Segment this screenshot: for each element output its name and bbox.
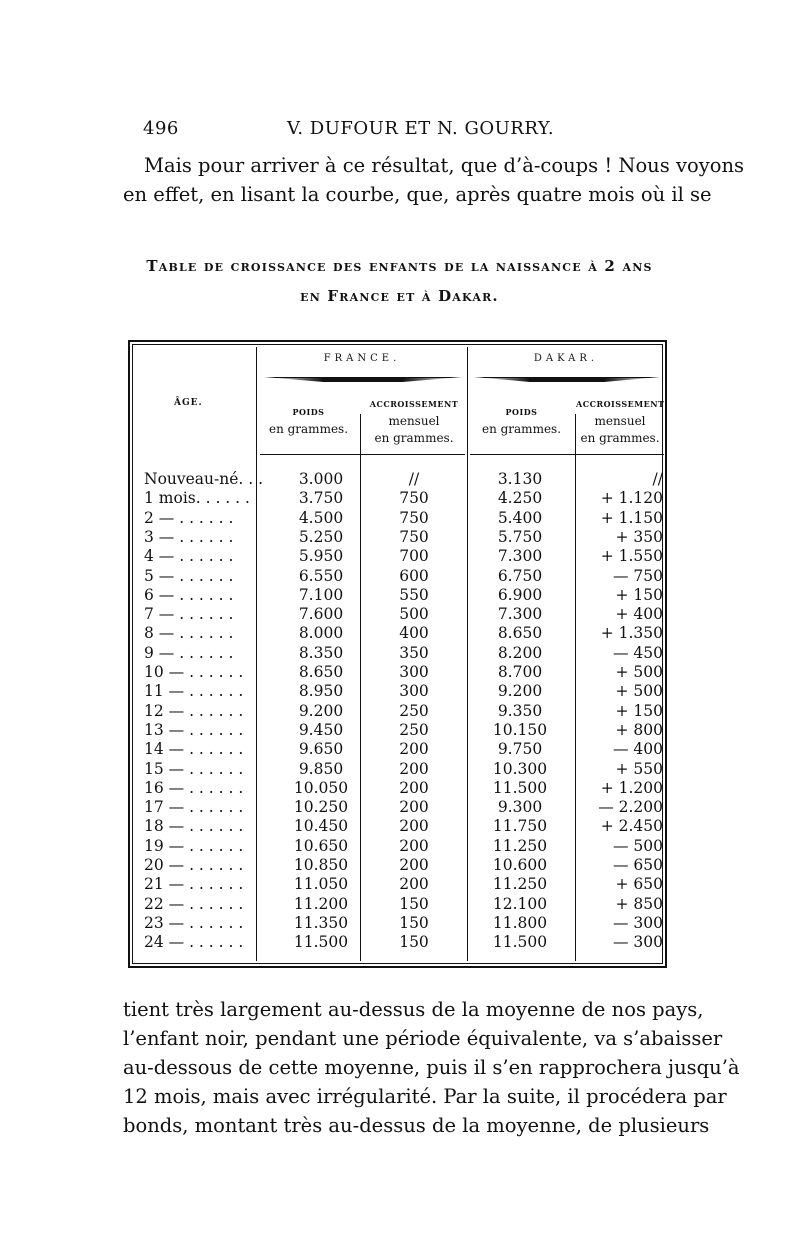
age-cell: 14 — . . . . . . <box>144 740 244 759</box>
age-cell: 3 — . . . . . . <box>144 527 234 546</box>
age-cell: 21 — . . . . . . <box>144 875 244 894</box>
dakar-weight-header: POIDS en grammes. <box>481 407 562 436</box>
dakar-weight-cell: 12.100 <box>492 894 548 913</box>
dakar-weight-cell: 9.350 <box>497 701 543 720</box>
age-cell: 8 — . . . . . . <box>144 624 234 643</box>
table-row <box>0 489 800 508</box>
dakar-growth-cell: + 1.550 <box>600 547 663 566</box>
age-cell: Nouveau-né. . . <box>144 470 264 488</box>
table-row <box>0 817 800 836</box>
dakar-growth-cell: — 500 <box>612 836 663 855</box>
france-growth-cell: 750 <box>399 489 429 508</box>
text-line: Mais pour arriver à ce résultat, que d’à-coups ! Nous voyons <box>144 154 745 177</box>
dakar-growth-cell: + 550 <box>615 759 663 778</box>
table-row <box>0 567 800 586</box>
france-growth-header: ACCROISSEMENT mensuel en grammes. <box>369 399 459 445</box>
dakar-weight-cell: 11.500 <box>492 778 548 797</box>
age-cell: 20 — . . . . . . <box>144 856 244 874</box>
dakar-weight-cell: 9.750 <box>497 740 543 759</box>
france-weight-cell: 10.050 <box>293 778 349 797</box>
france-growth-cell: 200 <box>399 778 429 797</box>
table-row <box>0 760 800 779</box>
age-cell: 17 — . . . . . . <box>144 798 244 817</box>
dakar-weight-cell: 11.500 <box>492 933 548 952</box>
dakar-weight-cell: 11.750 <box>492 817 548 836</box>
dakar-weight-cell: 11.250 <box>492 875 548 894</box>
france-growth-cell: 200 <box>399 759 429 778</box>
age-cell: 18 — . . . . . . <box>144 817 244 836</box>
dakar-weight-cell: 7.300 <box>497 547 543 566</box>
dakar-growth-cell: + 800 <box>615 720 663 739</box>
dakar-group-header: DAKAR. <box>533 353 599 364</box>
age-cell: 1 mois. . . . . . <box>144 489 250 508</box>
age-cell: 9 — . . . . . . <box>144 643 234 662</box>
france-growth-cell: 250 <box>399 701 429 720</box>
dakar-growth-cell: — 450 <box>612 643 663 662</box>
table-row <box>0 682 800 701</box>
dakar-growth-cell: + 2.450 <box>600 817 663 836</box>
dakar-growth-cell: + 350 <box>615 527 663 546</box>
dakar-weight-cell: 4.250 <box>497 489 543 508</box>
france-weight-cell: 6.550 <box>298 566 344 585</box>
dakar-growth-cell: — 300 <box>612 913 663 932</box>
france-growth-cell: 250 <box>399 720 429 739</box>
age-cell: 4 — . . . . . . <box>144 547 234 566</box>
france-weight-cell: 7.100 <box>298 585 344 604</box>
running-header <box>143 118 673 144</box>
age-cell: 19 — . . . . . . <box>144 836 244 855</box>
age-cell: 22 — . . . . . . <box>144 894 244 913</box>
france-growth-cell: 500 <box>399 605 429 624</box>
table-row <box>0 856 800 875</box>
dakar-growth-cell: + 1.200 <box>600 778 663 797</box>
dakar-weight-cell: 10.300 <box>492 759 548 778</box>
dakar-growth-cell: — 2.200 <box>598 798 663 817</box>
france-growth-cell: 600 <box>399 566 429 585</box>
france-weight-cell: 4.500 <box>298 508 344 527</box>
dakar-growth-cell: — 300 <box>612 933 663 952</box>
table-row <box>0 509 800 528</box>
dakar-weight-cell: 9.200 <box>497 682 543 701</box>
france-weight-cell: 5.250 <box>298 527 344 546</box>
france-weight-cell: 9.650 <box>298 740 344 759</box>
dakar-weight-cell: 8.200 <box>497 643 543 662</box>
france-growth-cell: 200 <box>399 836 429 855</box>
france-growth-cell: 200 <box>399 798 429 817</box>
age-cell: 6 — . . . . . . <box>144 585 234 604</box>
france-weight-cell: 11.050 <box>293 875 349 894</box>
france-growth-cell: 150 <box>399 933 429 952</box>
age-cell: 12 — . . . . . . <box>144 701 244 720</box>
france-weight-cell: 10.650 <box>293 836 349 855</box>
dakar-rule <box>474 377 660 382</box>
age-cell: 15 — . . . . . . <box>144 759 244 778</box>
table-row <box>0 875 800 894</box>
france-growth-cell: // <box>408 470 420 488</box>
dakar-weight-cell: 3.130 <box>497 470 543 488</box>
france-growth-cell: 200 <box>399 817 429 836</box>
france-rule <box>264 377 462 382</box>
dakar-growth-cell: — 650 <box>612 856 663 874</box>
dakar-growth-cell: // <box>652 470 663 488</box>
dakar-weight-cell: 9.300 <box>497 798 543 817</box>
dakar-growth-cell: + 1.120 <box>600 489 663 508</box>
france-growth-cell: 350 <box>399 643 429 662</box>
dakar-weight-cell: 11.250 <box>492 836 548 855</box>
france-weight-cell: 3.750 <box>298 489 344 508</box>
france-growth-cell: 200 <box>399 875 429 894</box>
dakar-weight-cell: 6.900 <box>497 585 543 604</box>
table-row <box>0 798 800 817</box>
table-row <box>0 470 800 489</box>
table-row <box>0 837 800 856</box>
caption-line-2: en France et à Dakar. <box>300 287 499 305</box>
france-growth-cell: 750 <box>399 527 429 546</box>
text-line: l’enfant noir, pendant une période équivalente, va s’abaisser <box>123 1027 723 1050</box>
france-growth-cell: 300 <box>399 663 429 681</box>
dakar-growth-cell: + 150 <box>615 701 663 720</box>
dakar-growth-cell: + 1.150 <box>600 508 663 527</box>
france-weight-cell: 10.250 <box>293 798 349 817</box>
table-row <box>0 624 800 643</box>
france-weight-cell: 3.000 <box>298 470 344 488</box>
dakar-growth-cell: + 500 <box>615 663 663 681</box>
text-line: bonds, montant très au-dessus de la moyenne, de plusieurs <box>123 1114 710 1137</box>
dakar-growth-cell: + 150 <box>615 585 663 604</box>
france-weight-cell: 9.450 <box>298 720 344 739</box>
dakar-weight-cell: 11.800 <box>492 913 548 932</box>
dakar-weight-cell: 6.750 <box>497 566 543 585</box>
dakar-growth-cell: + 500 <box>615 682 663 701</box>
dakar-weight-cell: 8.700 <box>497 663 543 681</box>
dakar-weight-cell: 10.150 <box>492 720 548 739</box>
france-weight-cell: 9.850 <box>298 759 344 778</box>
france-growth-cell: 150 <box>399 913 429 932</box>
age-cell: 10 — . . . . . . <box>144 663 244 681</box>
france-weight-cell: 8.950 <box>298 682 344 701</box>
france-group-header: FRANCE. <box>323 353 401 364</box>
france-weight-cell: 9.200 <box>298 701 344 720</box>
age-cell: 16 — . . . . . . <box>144 778 244 797</box>
dakar-growth-cell: + 1.350 <box>600 624 663 643</box>
dakar-growth-header: ACCROISSEMENT mensuel en grammes. <box>576 399 665 445</box>
france-weight-cell: 11.500 <box>293 933 349 952</box>
france-growth-cell: 200 <box>399 740 429 759</box>
dakar-growth-cell: + 400 <box>615 605 663 624</box>
france-growth-cell: 200 <box>399 856 429 874</box>
france-growth-cell: 150 <box>399 894 429 913</box>
intro-paragraph <box>123 151 745 209</box>
age-cell: 7 — . . . . . . <box>144 605 234 624</box>
table-row <box>0 528 800 547</box>
table-row <box>0 605 800 624</box>
age-cell: 5 — . . . . . . <box>144 566 234 585</box>
france-weight-cell: 7.600 <box>298 605 344 624</box>
age-cell: 23 — . . . . . . <box>144 913 244 932</box>
table-row <box>0 914 800 933</box>
france-growth-cell: 750 <box>399 508 429 527</box>
text-line: au-dessous de cette moyenne, puis il s’en rapprochera jusqu’à <box>123 1056 740 1079</box>
france-weight-cell: 11.350 <box>293 913 349 932</box>
france-weight-cell: 5.950 <box>298 547 344 566</box>
table-row <box>0 644 800 663</box>
dakar-growth-cell: — 750 <box>612 566 663 585</box>
age-cell: 2 — . . . . . . <box>144 508 234 527</box>
table-row <box>0 586 800 605</box>
france-growth-cell: 400 <box>399 624 429 643</box>
france-growth-cell: 550 <box>399 585 429 604</box>
dakar-growth-cell: + 650 <box>615 875 663 894</box>
france-weight-cell: 10.450 <box>293 817 349 836</box>
text-line: tient très largement au-dessus de la moyenne de nos pays, <box>123 998 704 1021</box>
caption-line-1: Table de croissance des enfants de la naissance à 2 ans <box>146 257 653 275</box>
france-growth-cell: 300 <box>399 682 429 701</box>
table-row <box>0 547 800 566</box>
age-cell: 24 — . . . . . . <box>144 933 244 952</box>
dakar-growth-cell: — 400 <box>612 740 663 759</box>
text-line: 12 mois, mais avec irrégularité. Par la suite, il procédera par <box>123 1085 727 1108</box>
france-weight-cell: 11.200 <box>293 894 349 913</box>
table-row <box>0 740 800 759</box>
dakar-weight-cell: 8.650 <box>497 624 543 643</box>
dakar-weight-cell: 5.400 <box>497 508 543 527</box>
dakar-weight-cell: 7.300 <box>497 605 543 624</box>
dakar-growth-cell: + 850 <box>615 894 663 913</box>
dakar-weight-cell: 10.600 <box>492 856 548 874</box>
page-number: 496 <box>143 118 179 139</box>
france-weight-cell: 8.000 <box>298 624 344 643</box>
table-row <box>0 702 800 721</box>
age-cell: 11 — . . . . . . <box>144 682 244 701</box>
age-column-header: ÂGE. <box>174 398 203 408</box>
running-title: V. DUFOUR ET N. GOURRY. <box>287 118 555 139</box>
dakar-weight-cell: 5.750 <box>497 527 543 546</box>
table-row <box>0 933 800 952</box>
outro-paragraph <box>123 995 740 1140</box>
text-line: en effet, en lisant la courbe, que, après quatre mois où il se <box>123 183 712 206</box>
table-row <box>0 721 800 740</box>
france-weight-header: POIDS en grammes. <box>268 407 349 436</box>
france-weight-cell: 10.850 <box>293 856 349 874</box>
age-cell: 13 — . . . . . . <box>144 720 244 739</box>
table-row <box>0 663 800 682</box>
table-row <box>0 895 800 914</box>
france-weight-cell: 8.650 <box>298 663 344 681</box>
france-growth-cell: 700 <box>399 547 429 566</box>
table-row <box>0 779 800 798</box>
france-weight-cell: 8.350 <box>298 643 344 662</box>
